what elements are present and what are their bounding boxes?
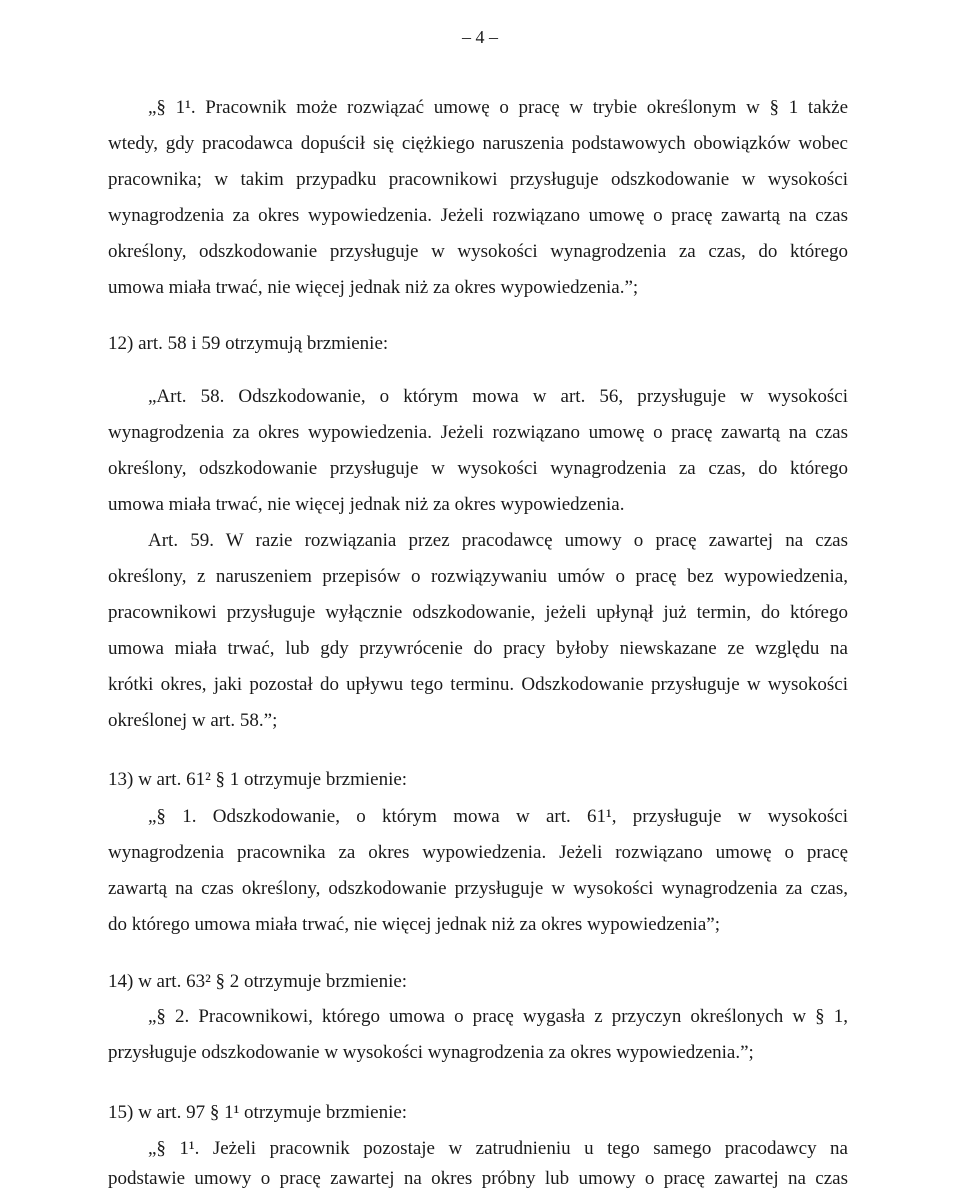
page-number: – 4 –	[462, 27, 498, 47]
list-item-heading: 15) w art. 97 § 1¹ otrzymuje brzmienie:	[108, 1102, 408, 1123]
list-item-heading: 12) art. 58 i 59 otrzymują brzmienie:	[108, 333, 389, 354]
text-line: pracownika; w takim przypadku pracownikowi przysługuje odszkodowanie w wysokości	[108, 169, 848, 190]
text-line: wynagrodzenia za okres wypowiedzenia. Jeżeli rozwiązano umowę o pracę zawartą na czas	[108, 205, 848, 226]
text-line: zawartą na czas określony, odszkodowanie przysługuje w wysokości wynagrodzenia za czas,	[108, 878, 848, 899]
text-line: umowa miała trwać, lub gdy przywrócenie do pracy byłoby niewskazane ze względu na	[108, 638, 848, 659]
text-line: określony, odszkodowanie przysługuje w wysokości wynagrodzenia za czas, do którego	[108, 241, 848, 262]
text-line: krótki okres, jaki pozostał do upływu tego terminu. Odszkodowanie przysługuje w wysokości	[108, 674, 848, 695]
text-line: przysługuje odszkodowanie w wysokości wynagrodzenia za okres wypowiedzenia.”;	[108, 1042, 754, 1063]
text-line: wtedy, gdy pracodawca dopuścił się ciężkiego naruszenia podstawowych obowiązków wobec	[108, 133, 848, 154]
text-line: wynagrodzenia pracownika za okres wypowiedzenia. Jeżeli rozwiązano umowę o pracę	[108, 842, 848, 863]
text-line: do którego umowa miała trwać, nie więcej jednak niż za okres wypowiedzenia”;	[108, 914, 720, 935]
text-line: umowa miała trwać, nie więcej jednak niż za okres wypowiedzenia.”;	[108, 277, 639, 298]
text-line: określony, z naruszeniem przepisów o rozwiązywaniu umów o pracę bez wypowiedzenia,	[108, 566, 848, 587]
text-line: umowa miała trwać, nie więcej jednak niż za okres wypowiedzenia.	[108, 494, 625, 515]
list-item-heading: 14) w art. 63² § 2 otrzymuje brzmienie:	[108, 971, 408, 992]
text-line: „§ 2. Pracownikowi, którego umowa o pracę wygasła z przyczyn określonych w § 1,	[148, 1006, 848, 1027]
text-line: „§ 1. Odszkodowanie, o którym mowa w art. 61¹, przysługuje w wysokości	[148, 806, 848, 827]
text-line: „§ 1¹. Pracownik może rozwiązać umowę o pracę w trybie określonym w § 1 także	[148, 97, 848, 118]
text-line: „Art. 58. Odszkodowanie, o którym mowa w art. 56, przysługuje w wysokości	[148, 386, 848, 407]
text-line: wynagrodzenia za okres wypowiedzenia. Jeżeli rozwiązano umowę o pracę zawartą na czas	[108, 422, 848, 443]
text-line: podstawie umowy o pracę zawartej na okres próbny lub umowy o pracę zawartej na czas	[108, 1168, 848, 1189]
text-line: Art. 59. W razie rozwiązania przez pracodawcę umowy o pracę zawartej na czas	[148, 530, 848, 551]
text-line: określonej w art. 58.”;	[108, 710, 278, 731]
text-line: określony, odszkodowanie przysługuje w wysokości wynagrodzenia za czas, do którego	[108, 458, 848, 479]
text-line: „§ 1¹. Jeżeli pracownik pozostaje w zatrudnieniu u tego samego pracodawcy na	[148, 1138, 848, 1159]
list-item-heading: 13) w art. 61² § 1 otrzymuje brzmienie:	[108, 769, 408, 790]
text-line: pracownikowi przysługuje wyłącznie odszkodowanie, jeżeli upłynął już termin, do którego	[108, 602, 848, 623]
